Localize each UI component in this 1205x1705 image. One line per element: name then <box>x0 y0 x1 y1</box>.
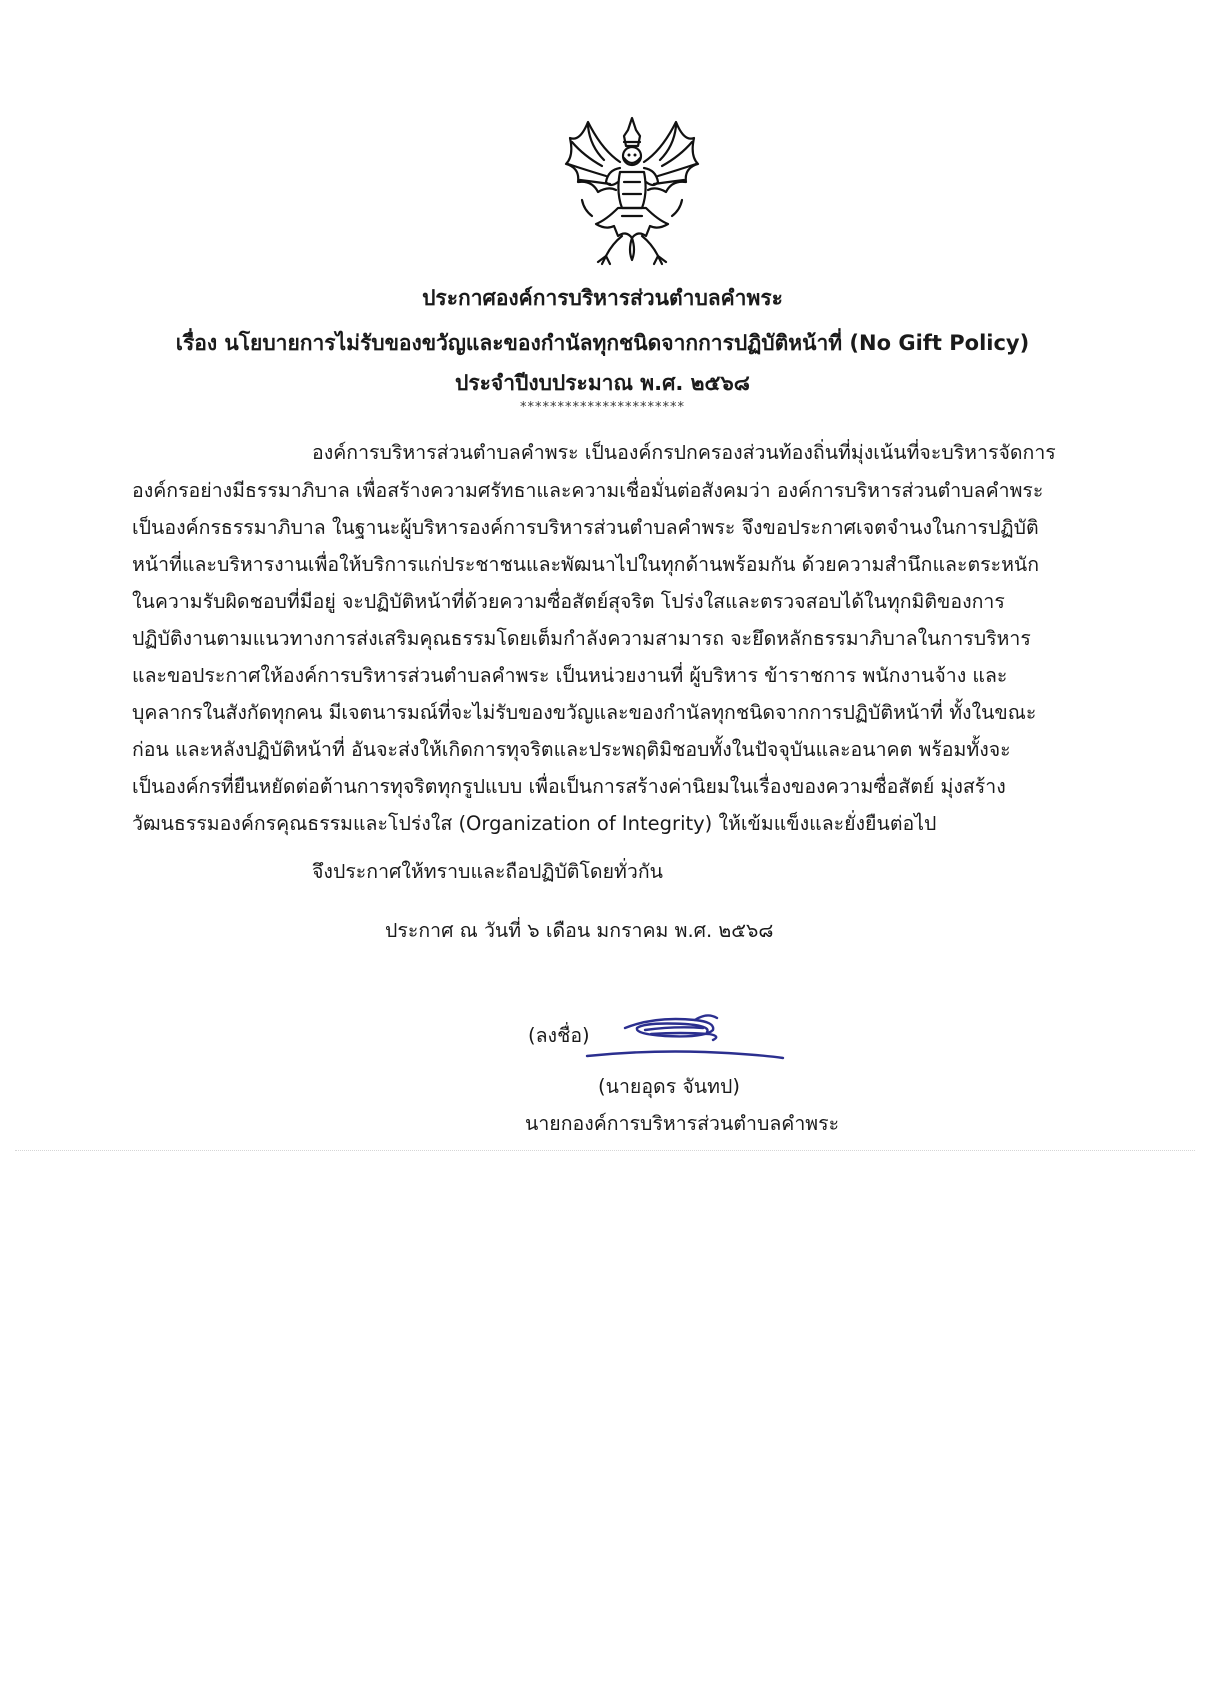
body-line-2: องค์กรอย่างมีธรรมาภิบาล เพื่อสร้างความศรัทธาและความเชื่อมั่นต่อสังคมว่า องค์การบริหารส่วนตำบลคำพระ <box>132 479 1044 502</box>
body-line-5: ในความรับผิดชอบที่มีอยู่ จะปฏิบัติหน้าที่ด้วยความซื่อสัตย์สุจริต โปร่งใสและตรวจสอบได้ในทุกมิติของการ <box>132 590 1005 613</box>
signer-name: (นายอุดร จันทป) <box>598 1075 740 1098</box>
separator-line: ********************** <box>520 400 685 415</box>
announcement-title: ประกาศองค์การบริหารส่วนตำบลคำพระ <box>422 286 783 310</box>
body-line-4: หน้าที่และบริหารงานเพื่อให้บริการแก่ประชาชนและพัฒนาไปในทุกด้านพร้อมกัน ด้วยความสำนึกและตระหนัก <box>132 553 1040 576</box>
handwritten-signature <box>585 1006 785 1066</box>
body-line-9: ก่อน และหลังปฏิบัติหน้าที่ อันจะส่งให้เกิดการทุจริตและประพฤติมิชอบทั้งในปัจจุบันและอนาคต พร้อมทั้งจะ <box>132 738 1011 761</box>
announcement-date: ประกาศ ณ วันที่ ๖ เดือน มกราคม พ.ศ. ๒๕๖๘ <box>385 919 774 942</box>
garuda-emblem-icon <box>558 112 706 270</box>
closing-statement: จึงประกาศให้ทราบและถือปฏิบัติโดยทั่วกัน <box>312 860 663 883</box>
page-divider <box>15 1150 1195 1151</box>
body-line-11: วัฒนธรรมองค์กรคุณธรรมและโปร่งใส (Organization of Integrity) ให้เข้มแข็งและยั่งยืนต่อไป <box>132 812 937 835</box>
body-line-1: องค์การบริหารส่วนตำบลคำพระ เป็นองค์กรปกครองส่วนท้องถิ่นที่มุ่งเน้นที่จะบริหารจัดการ <box>312 441 1056 464</box>
announcement-subject: เรื่อง นโยบายการไม่รับของขวัญและของกำนัลทุกชนิดจากการปฏิบัติหน้าที่ (No Gift Policy) <box>175 331 1030 355</box>
body-line-3: เป็นองค์กรธรรมาภิบาล ในฐานะผู้บริหารองค์การบริหารส่วนตำบลคำพระ จึงขอประกาศเจตจำนงในการปฏิบัติ <box>132 516 1039 539</box>
body-line-8: บุคลากรในสังกัดทุกคน มีเจตนารมณ์ที่จะไม่รับของขวัญและของกำนัลทุกชนิดจากการปฏิบัติหน้าที่ ทั้งในขณะ <box>132 701 1037 724</box>
fiscal-year: ประจำปีงบประมาณ พ.ศ. ๒๕๖๘ <box>455 371 750 395</box>
body-line-10: เป็นองค์กรที่ยืนหยัดต่อต้านการทุจริตทุกรูปแบบ เพื่อเป็นการสร้างค่านิยมในเรื่องของความซื่อสัตย์ มุ่งสร้าง <box>132 775 1006 798</box>
body-line-7: และขอประกาศให้องค์การบริหารส่วนตำบลคำพระ เป็นหน่วยงานที่ ผู้บริหาร ข้าราชการ พนักงานจ้าง และ <box>132 664 1008 687</box>
signature-label: (ลงชื่อ) <box>528 1024 590 1047</box>
body-line-6: ปฏิบัติงานตามแนวทางการส่งเสริมคุณธรรมโดยเต็มกำลังความสามารถ จะยึดหลักธรรมาภิบาลในการบริหาร <box>132 627 1031 650</box>
signer-position: นายกองค์การบริหารส่วนตำบลคำพระ <box>525 1112 840 1135</box>
